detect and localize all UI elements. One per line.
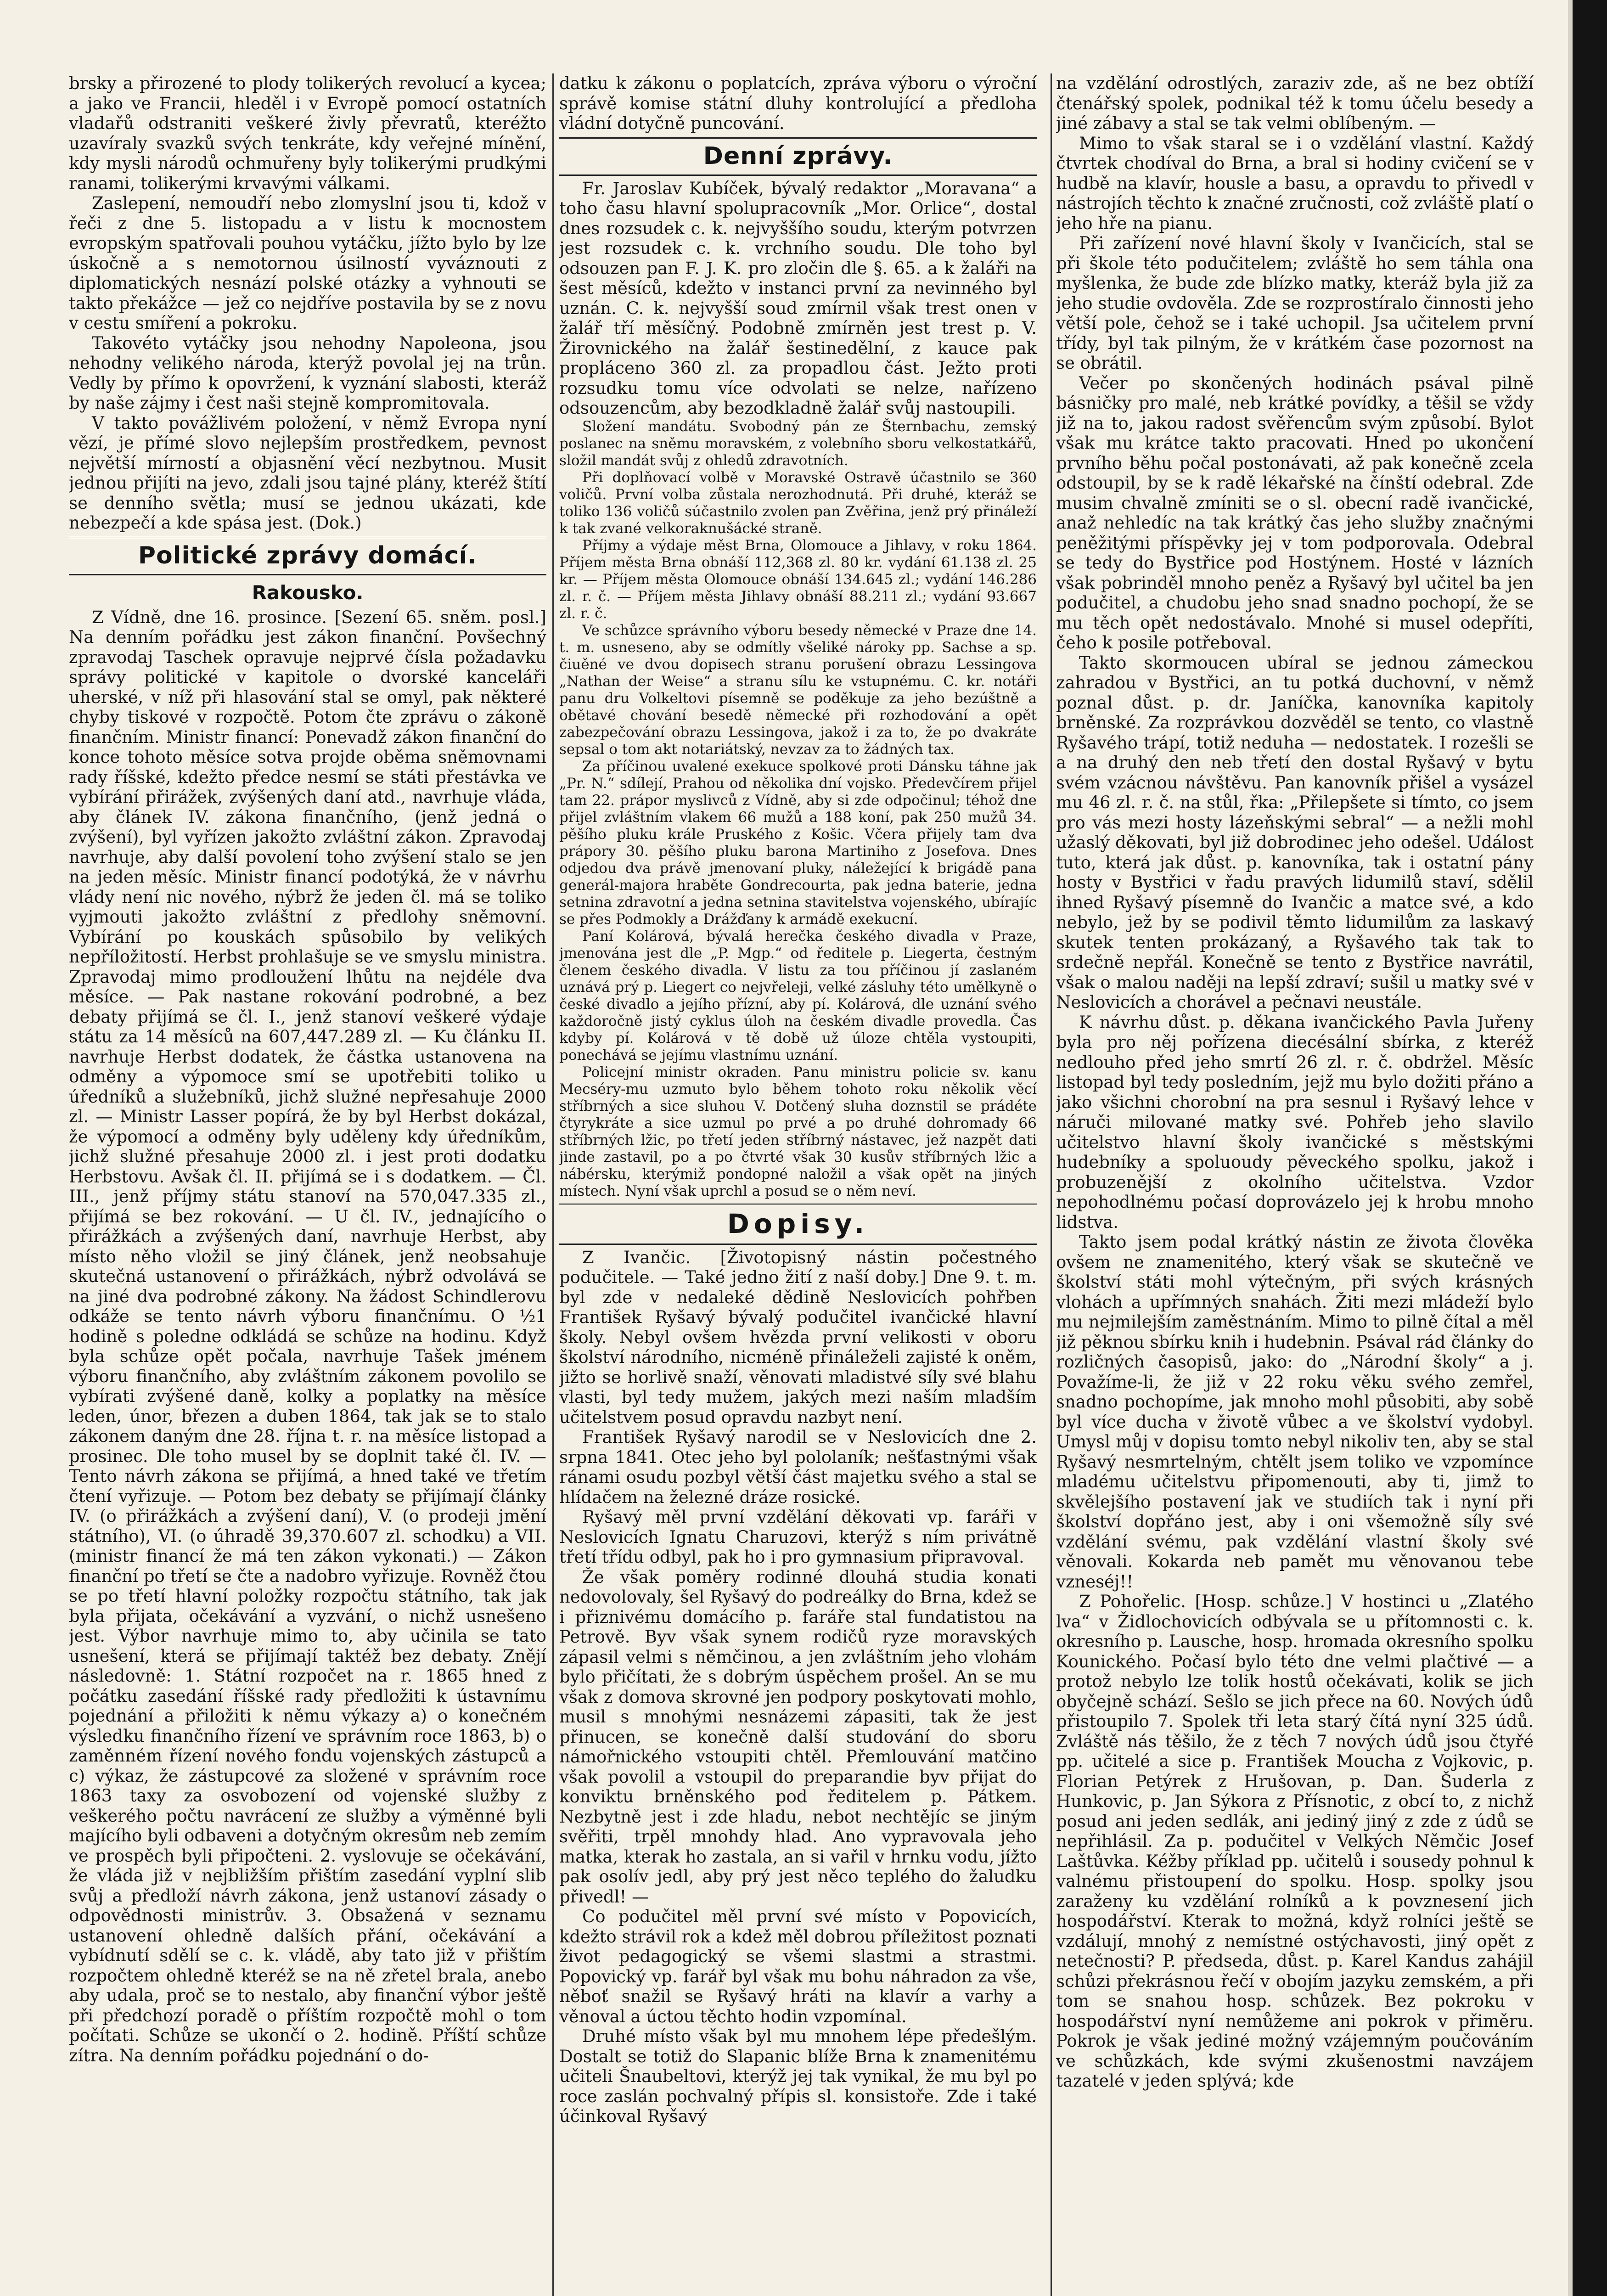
section-divider: [559, 1244, 1037, 1245]
letter-paragraph: K návrhu důst. p. děkana ivančického Pavla Juřeny byla pro něj pořízena diecésální sbírka, z kteréž nedlouho před jeho smrtí 26 zl. r. č. obdržel. Měsíc listopad byl tedy posledním, jejž mu bylo dožiti přáno a jako všichni chorobní na pra sesnul i Ryšavý lehce v náruči milované matky své. Pohřeb jeho slavilo učitelstvo hlavní školy ivančické s městskými hudebníky a spoluoudy pěveckého spolku, jakož i probuzenější z okolního učitelstva. Vzdor nepohodlnému počasí doprovázelo jej k hrobu mnoho lidstva.: [1056, 1012, 1534, 1232]
paragraph: Z Vídně, dne 16. prosince. [Sezení 65. sněm. posl.] Na denním pořádku jest zákon finanční. Povšechný zpravodaj Taschek opravuje nejprvé čísla požadavku správy politické v kapitole o dvorské kanceláři uherské, v níž při hlasování stal se omyl, pak některé chyby tiskové v rozpočtě. Potom čte zprávu o zákoně finančním. Ministr financí: Ponevadž zákon finanční do konce tohoto měsíce sotva projde oběma sněmovnami rady říšské, kdežto předce nesmí se státi přestávka ve vybírání přirážek, zvýšených daní atd., navrhuje vláda, aby článek IV. zákona finančního, (jenž jedná o zvýšení), byl vyřízen jakožto zvláštní zákon. Zpravodaj navrhuje, aby další povolení toho zvýšení stalo se jen na jeden měsíc. Ministr financí podotýká, že v návrhu vlády není nic nového, nýbrž že jeden čl. má se toliko vyjmouti jakožto zvláštní z předlohy sněmovní. Vybírání po kouskách spůsobilo by velikých nepříložitostí. Herbst prohlašuje se ve smyslu ministra. Zpravodaj mimo prodloužení lhůtu na nejdéle dva měsíce. — Pak nastane rokování podrobné, a bez debaty přijímá se čl. I., jenž stanoví veškeré výdaje státu za 14 měsíců na 607,447.289 zl. — Ku článku II. navrhuje Herbst dodatek, že částka ustanovena na odměny a výpomoce smí se upotřebiti toliko u úředníků a služebníků, jichž služné nepřesahuje 2000 zl. — Ministr Lasser popírá, že by byl Herbst dokázal, že výpomocí a odměny byly uděleny kdy úředníkům, jichž služné přesahuje 2000 zl. i jest proti dodatku Herbstovu. Avšak čl. II. přijímá se i s dodatkem. — Čl. III., jenž příjmy státu stanoví na 570,047.335 zl., přijímá se bez rokování. — U čl. IV., jednajícího o přirážkách a zvýšených daní, navrhuje Herbst, aby místo něho vložil se jiný článek, jenž neobsahuje skutečná ustanovení o přirážkách, nýbrž odvolává se na jiné dva podrobné zákony. Na žádost Schindlerovu odkáže se tento návrh výboru finančnímu. O ½1 hodině s poledne odkládá se schůze na hodinu. Když byla schůze opět počala, navrhuje Tašek jménem výboru finančního, aby zvláštním zákonem povolilo se vybírati zvýšené daně, kolky a poplatky na měsíce leden, únor, březen a duben 1864, tak jak se to stalo zákonem daným dne 28. října t. r. na měsíce listopad a prosinec. Dle toho musel by se doplnit také čl. IV. — Tento návrh zákona se přijímá, a hned také ve třetím čtení vyřizuje. — Potom bez debaty se přijímají články IV. (o přirážkách a zvýšení daní), V. (o prodeji jmění státního), VI. (o úhradě 39,370.607 zl. schodku) a VII. (ministr financí že má ten zákon vykonati.) — Zákon finanční po třetí se čte a nadobro vyřizuje. Rovněž čtou se po třetí hlavní položky rozpočtu státního, tak jak byla přijata, očekávání a vyzvání, o nichž usnešeno jest. Výbor navrhuje mimo to, aby učinila se tato usnešení, která se přijímají taktéž bez debaty. Znějí následovně: 1. Státní rozpočet na r. 1865 hned z počátku zasedání říšské rady předložiti k ústavnímu pojednání a přiložiti k němu výkazy a) o konečném výsledku finančního řízení ve správním roce 1863, b) o zaměnném řízení nového fondu vojenských zástupců a c) výkaz, že zástupcové za složené v správním roce 1863 taxy za osvobození od vojenské služby z veškerého počtu navrácení ze služby a výměnné byli majícího byli odbaveni a dotyčným okresům neb zemím ve prospěch byli připočteni. 2. vyslovuje se očekávání, že vláda již v nejbližším přištím zasedání vyplní slib svůj a předloží návrh zákona, jenž ustanoví zásady o odpovědnosti ministrův. 3. Obsažená v seznamu ustanovení ohledně dalších přání, očekávání a vybídnutí sdělí se c. k. vládě, aby tato již v přištím rozpočtem ohledně kteréž se na ně zřetel brala, anebo aby udala, proč se to nestalo, aby finanční výbor ještě při předchozí poradě o příštím rozpočtě mohl o tom počítati. Schůze se ukončí o 2. hodině. Příští schůze zítra. Na denním pořádku pojednání o do-: [69, 607, 546, 2065]
letter-paragraph: Že však poměry rodinné dlouhá studia konati nedovolovaly, šel Ryšavý do podreálky do Brna, kdež se i přiznivému domácího p. faráře stal fundatistou na Petrově. Byv však synem rodičů ryze moravských zápasil velmi s němčinou, a jen zvláštním jeho vlohám bylo přičítati, že s dobrým úspěchem prošel. An se mu však z domova skrovné jen podpory poskytovati mohlo, musil s mnohými nesnázemi zápasiti, tak že jest přinucen, se konečně další studování do sboru námořnického vstoupiti chtěl. Přemlouvání matčino však povolil a vstoupil do preparandie byv přijat do konviktu brněnského pod ředitelem p. Pátkem. Nezbytně jest i zde hladu, nebot nechtějíc se jiným svěřiti, trpěl mnohdy hlad. Ano vypravovala jeho matka, kterak ho zastala, an si vařil v hrnku vodu, jížto pak osolív jedl, aby prý jest něco teplého do žaludku přivedl! —: [559, 1567, 1037, 1907]
letter-paragraph: Co podučitel měl první své místo v Popovicích, kdežto strávil rok a kdež měl dobrou příležitost poznati život pedagogický se všemi slastmi a strastmi. Popovický vp. farář byl však mu bohu náhradon za vše, něboť snažil se Ryšavý hráti na klavír a varhy a věnoval a úctou těchto hodin vzpomínal.: [559, 1907, 1037, 2026]
article-continuation: brsky a přirozené to plody tolikerých revolucí a kycea; a jako ve Francii, hleděl i v Evropě pomocí ostatních vladařů odstraniti veškeré živly převratů, kteréžto uzavíraly svazků svých tenkráte, kdy veřejné mínění, kdy mysli národů ochmuřeny byly tolikerými prudkými ranami, tolikerými krvavými válkami.: [69, 73, 546, 193]
section-heading: Dopisy.: [727, 1208, 869, 1239]
letter-paragraph: Druhé místo však byl mu mnohem lépe předešlým. Dostalt se totiž do Slapanic blíže Brna k znamenitému učiteli Šnaubeltovi, kterýž jej tak vynikal, že mu byl po roce zaslán pochvalný přípis sl. konsistoře. Zde i také účinkoval Ryšavý: [559, 2026, 1037, 2126]
section-divider: [559, 137, 1037, 139]
news-item: Za příčinou uvalené exekuce spolkové proti Dánsku táhne jak „Pr. N.“ sdílejí, Prahou od několika dní vojsko. Předevčírem přijel tam 22. prápor myslivců z Vídně, aby si zde odpočinul; téhož dne přijel zvláštním vlakem 66 mužů a 188 koní, pak 250 mužů 34. pěšího pluku krále Pruského z Košic. Včera přijely tam dva prápory 30. pěšího pluku barona Martiniho z Josefova. Dnes odjedou dva právě jmenovaní pluky, náležející k brigádě pana generál-majora hraběte Gondrecourta, pak jedna baterie, jedna setnina zdravotní a jedna setnina stavitelstva vojenského, ubírajíc se přes Podmokly a Drážďany k armádě exekucní.: [559, 758, 1037, 928]
news-item: Policejní ministr okraden. Panu ministru policie sv. kanu Mecséry-mu uzmuto bylo během tohoto roku několik věcí stříbrných a sice sluhou V. Dotčený sluha doznstil se prádéte čtyrykráte a sice uzmul po prvé a po druhé dohromady 66 stříbrných lžic, po třetí jeden stříbrný nástavec, jež nazpět dati jinde zastavil, po a po čtvrté však 30 kusův stříbrných lžic a nábérsku, kterýmiž pondopné naložil a však opět na jiných místech. Nyní však uprchl a posud se o něm neví.: [559, 1064, 1037, 1199]
subsection-heading: Rakousko.: [252, 581, 364, 604]
letter-paragraph: Ryšavý měl první vzdělání děkovati vp. faráři v Neslovicích Ignatu Charuzovi, kterýž s ním privátně třetí třídu odbyl, pak ho i pro gymnasium připravoval.: [559, 1507, 1037, 1567]
news-item: Při doplňovací volbě v Moravské Ostravě účastnilo se 360 voličů. První volba zůstala nerozhodnutá. Při druhé, kteráž se toliko 136 voličů súčastnilo zvolen pan Zvěřina, jenž prý přináleží k tak zvané velkoraknušácké straně.: [559, 469, 1037, 537]
letter-paragraph: František Ryšavý narodil se v Neslovicích dne 2. srpna 1841. Otec jeho byl pololaník; nešťastnými však ránami osudu pozbyl větší část majetku svého a stal se hlídačem na železné dráze rosické.: [559, 1427, 1037, 1507]
letter-paragraph: Při zařízení nové hlavní školy v Ivančicích, stal se při škole této podučitelem; zvláště ho sem táhla ona myšlenka, že bude zde blízko matky, kteráž byla již za jeho studie ovdověla. Zde se rozprostíralo činnosti jeho větší pole, čehož se i také uchopil. Jsa učitelem první třídy, byl tak pilným, že v krátkém čase pozornost na se obrátil.: [1056, 233, 1534, 373]
section-divider: [559, 1204, 1037, 1205]
letter-paragraph: Takto skormoucen ubíral se jednou zámeckou zahradou v Bystřici, an tu potká duchovní, v němž poznal důst. p. dr. Janíčka, kanovníka kapitoly brněnské. Za rozprávkou dozvěděl se tento, co vlastně Ryšavého trápí, totiž neduha — nedostatek. I rozešli se a na druhý den neb třetí den dostal Ryšavý v bytu svém vzácnou návštěvu. Pan kanovník přišel a vysázel mu 46 zl. r. č. na stůl, řka: „Přilepšete si tímto, co jsem pro vás mezi hosty lázeňskými sebral“ — a nežli mohl užaslý děkovati, byl již dobrodinec jeho odešel. Událost tuto, která jak důst. p. kanovníka, tak i ostatní pány hosty v Bystřici v řadu pravých lidumilů staví, sdělil ihned Ryšavý písemně do Ivančic a matce své, a kdo nebylo, jež by se podivil těmto lidumilům za laskavý skutek tenten prokázaný, a Ryšavého tak tak to srdečně nepřál. Konečně se tento z Bystřice navrátil, však o malou naději na lepší zdraví; sušil u matky své v Neslovicích a chorável a pečnavi neustále.: [1056, 653, 1534, 1012]
news-item: Fr. Jaroslav Kubíček, bývalý redaktor „Moravana“ a toho času hlavní spolupracovník „Mor. Orlice“, dostal dnes rozsudek c. k. nejvyššího soudu, kterým potvrzen jest rozsudek c. k. vrchního soudu. Dle toho byl odsouzen pan F. J. K. pro zločin dle §. 65. a k žaláři na šest měsíců, kdežto v instanci první za nevinného byl uznán. C. k. nejvyšší soud zmírnil však trest onen v žalář tří měsíčný. Podobně zmírněn jest trest p. V. Žirovnického na žalář šestinedělní, z kauce pak propláceno 360 zl. za propadlou část. Ježto proti rozsudku tomu více odvolati se nelze, nařízeno odsouzencům, aby bezodkladně žalář svůj nastoupili.: [559, 178, 1037, 418]
article-continuation: datku k zákonu o poplatcích, zpráva výboru o výroční správě komise státní dluhy kontrolující a předloha vládní dotyčně puncování.: [559, 73, 1037, 133]
section-divider: [69, 574, 546, 575]
section-divider: [69, 537, 546, 538]
news-item: Složení mandátu. Svobodný pán ze Šternbachu, zemský poslanec na sněmu moravském, z volebního sboru velkostatkářů, složil mandát svůj z ohledů zdravotních.: [559, 418, 1037, 469]
letter-paragraph: Z Ivančic. [Životopisný nástin počestného podučitele. — Také jedno žití z naší doby.] Dne 9. t. m. byl zde v nedaleké dědině Neslovicích pohřben František Ryšavý bývalý podučitel ivančické hlavní školy. Nebyl ovšem hvězda první velikosti v oboru školství národního, nicméně přináleželi zajisté k oněm, jižto se horlivě snaží, věnovati mladistvé síly své blahu vlasti, byl tedy mužem, jakých mezi naším mladším učitelstvem posud opravdu nazbyt není.: [559, 1247, 1037, 1427]
letter-paragraph: Večer po skončených hodinách psával pilně básničky pro malé, neb krátké povídky, a těšil se vždy již na to, jakou radost svěřencům svým způsobí. Bylot však mu krátce takto pracovati. Hned po ukončení prvního běhu počal postonávati, až pak konečně zcela odstoupil, by se k radě lékařské na čínští odebral. Zde musim chvalně zmíniti se o sl. obecní radě ivančické, anaž nehledíc na tak krátký čas jeho služby značnými peněžitými příspěvky jej v tom podporovala. Odebral se tedy do Bystřice pod Hostýnem. Hosté v lázních však pobrinděl mnoho peněz a Ryšavý byl učitel ba jen podučitel, a chudobu jeho snad snadno pochopí, že se mu těch opět nedostávalo. Mnohé si musel odepříti, čeho k posile potřeboval.: [1056, 373, 1534, 653]
paragraph: Takovéto vytáčky jsou nehodny Napoleona, jsou nehodny velikého národa, kterýž povolal jej na trůn. Vedly by přímo k opovržení, k vyznání slabosti, kteráž by naše zájmy i čest naši stejně kompromitovala.: [69, 333, 546, 413]
column-rule-2: [1051, 73, 1052, 2296]
letter-paragraph: Z Pohořelic. [Hosp. schůze.] V hostinci u „Zlatého lva“ v Židlochovicích odbývala se u přítomnosti c. k. okresního p. Lausche, hosp. hromada okresního spolku Kounického. Počasí bylo této dne velmi plačtivé — a protož nebylo lze tolik hostů očekávati, kolik se jich obyčejně schází. Sešlo se jich přece na 60. Nových údů přistoupilo 7. Spolek tři leta starý čítá nyní 325 údů. Zvláště nás těšilo, že z těch 7 nových údů jsou čtyřé pp. učitelé a sice p. František Moucha z Vojkovic, p. Florian Petýrek z Hrušovan, p. Dan. Šuderla z Hunkovic, p. Jan Sýkora z Přísnotic, z obcí to, z nichž posud ani jeden sedlák, ani jediný jiný z zde z údů se nepřihlásil. Za p. podučitel v Velkých Němčic Josef Laštůvka. Kéžby příklad pp. učitelů i sousedy pohnul k valnému přistoupení do spolku. Hosp. spolky jsou zaraženy ku vzdělání rolníků a k povznesení jich hospodářství. Kterak to možná, když rolníci ještě se vzdálují, mnohý z nemístné ostýchavosti, jiný opět z netečnosti? P. předseda, důst. p. Karel Kandus zahájil schůzi překrásnou řečí v obojím jazyku zemském, a při tom se snahou hosp. schůzek. Bez pokroku v hospodářství nyní nemůžeme ani pokrok v přiměru. Pokrok je však jediné možný vzájemným poučováním ve schůzkách, kde svými zkušenostmi navzájem tazatelé v jeden splývá; kde: [1056, 1592, 1534, 2091]
section-divider: [559, 174, 1037, 176]
news-item: Příjmy a výdaje měst Brna, Olomouce a Jihlavy, v roku 1864. Příjem města Brna obnáší 112,368 zl. 80 kr. vydání 61.138 zl. 25 kr. — Příjem města Olomouce obnáší 134.645 zl.; vydání 146.286 zl. r. č. — Příjem města Jihlavy obnáší 88.211 zl.; vydání 93.667 zl. r. č.: [559, 537, 1037, 622]
scan-gutter: [1568, 0, 1573, 2296]
scan-edge: [1573, 0, 1607, 2296]
section-heading: Politické zprávy domácí.: [138, 541, 478, 569]
letter-paragraph: Mimo to však staral se i o vzdělání vlastní. Každý čtvrtek chodíval do Brna, a bral si hodiny cvičení se v hudbě na klavír, housle a basu, a opravdu to přivedl v nástrojích těchto k značné zručnosti, což zvláště platí o jeho hře na pianu.: [1056, 133, 1534, 233]
section-heading: Denní zprávy.: [703, 142, 893, 170]
column-2: [559, 73, 1037, 2296]
paragraph: V takto povážlivém položení, v němž Evropa nyní vězí, je přímé slovo nejlepším prostředkem, pevnost největší mírností a objasnění věcí nezbytnou. Musit jednou přijíti na jevo, zdali jsou tajné plány, kteréž štítí se denního světla; musí se jednou ukázati, kde nebezpečí a kde spása jest. (Dok.): [69, 413, 546, 533]
news-item: Paní Kolárová, bývalá herečka českého divadla v Praze, jmenována jest dle „P. Mgp.“ od ředitele p. Liegerta, čestným členem českého divadla. V listu za tou příčinou jí zaslaném uznává prý p. Liegert co nejvřeleji, velké zásluhy této umělkyně o české divadlo a jejího přízní, aby pí. Kolárová, dle uznání svého každoročně jistý cyklus úloh na českém divadle provedla. Čas kdyby pí. Kolárová v tě době už úloze chtěla vystoupiti, ponechává se jejímu vlastnímu uznání.: [559, 928, 1037, 1064]
paragraph: Zaslepení, nemoudří nebo zlomyslní jsou ti, kdož v řeči z dne 5. listopadu a v listu k mocnostem evropským spatřovali pouhou vytáčku, jížto bylo by lze úskočně a s nemotornou úsilností vyváznouti z diplomatických nesnází polské otázky a vyhnouti se takto překážce — jež co nejdříve postavila by se z novu v cestu smíření a pokroku.: [69, 193, 546, 333]
column-rule-1: [552, 73, 554, 2296]
letter-paragraph: Takto jsem podal krátký nástin ze života člověka ovšem ne znamenitého, který však se skutečně ve školství státi mohl výtečným, při svých krásných vlohách a upřímných snahách. Žiti mezi mládeží bylo mu nejmilejším zaměstnáním. Mimo to pilně čítal a měl již pěknou sbírku knih i hudebnin. Psával rád články do rozličných časopisů, jako: do „Národní školy“ a j. Považíme-li, že již v 22 roku věku svého zemřel, snadno pochopíme, jak mnoho mohl působiti, aby sobě byl více ducha v životě vůbec a ve školství vydobyl. Umysl můj v dopisu tomto nebyl nikoliv ten, aby se stal Ryšavý nesmrtelným, chtělt jsem toliko ve vzpomínce mladému učitelstvu připomenouti, aby ti, jimž to skvělejšího postavení jak ve studiích tak i nyní při školství dopřáno jest, aby i oni všemožně síly své vzdělání svému, pak vzdělání vlastní školy své věnovali. Kokarda neb pamět mu věnovanou tebe vzneséj!!: [1056, 1232, 1534, 1592]
letter-continuation: na vzdělání odrostlých, zaraziv zde, aš ne bez obtíží čtenářský spolek, podnikal též k tomu účelu besedy a jiné zábavy a stal se tak velmi oblíbeným. —: [1056, 73, 1534, 133]
column-1: [69, 73, 546, 2296]
news-item: Ve schůzce správního výboru besedy německé v Praze dne 14. t. m. usneseno, aby se odmítly všeliké nároky pp. Sachse a sp. čiuěné ve dvou dopisech stranu porušení obrazu Lessingova „Nathan der Weise“ a stranu sílu ke vstupnému. C. kr. notáři panu dru Volkeltovi písemně se poděkuje za jeho bezúštně a obětavé chování besedě německé při rozhodování a opět zabezpečování obrazu Lessingova, jakož i za to, že po dvakráte sepsal o tom akt notariátský, nevzav za to žádných tax.: [559, 622, 1037, 758]
column-3: [1056, 73, 1534, 2296]
